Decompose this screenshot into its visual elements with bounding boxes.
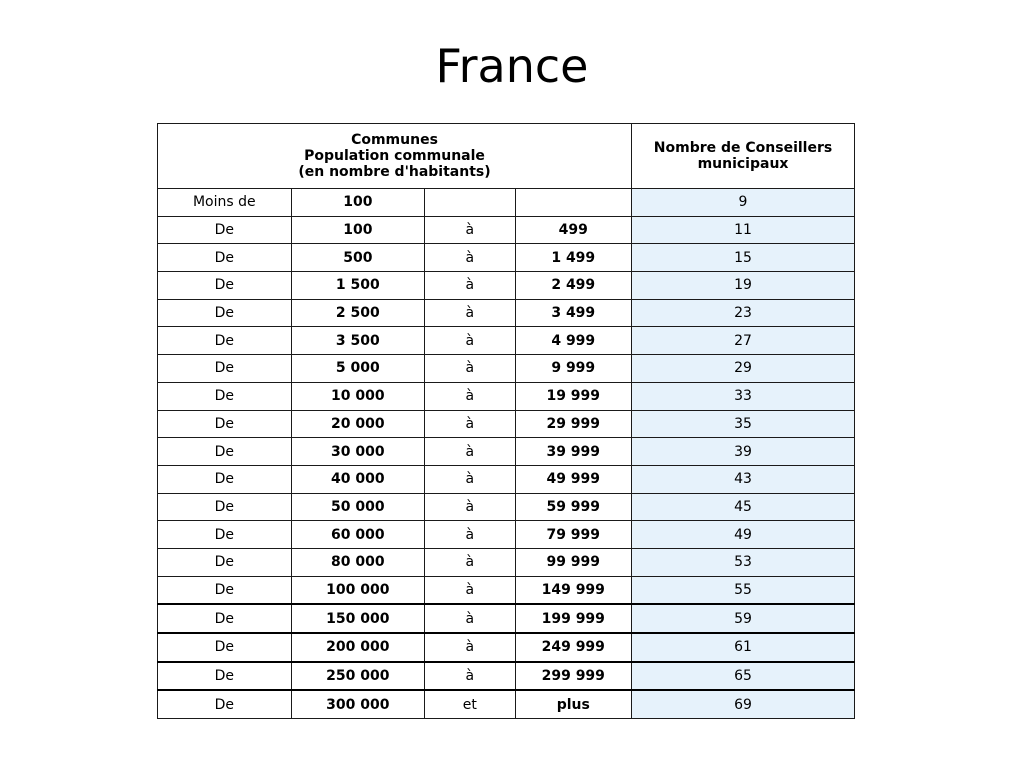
slide-title: France: [435, 39, 589, 93]
cell-population-to: 39 999: [515, 438, 632, 466]
cell-separator: à: [425, 576, 515, 604]
table-row: [158, 662, 855, 691]
cell-label: De: [158, 521, 292, 549]
cell-council-count: 59: [632, 604, 855, 633]
cell-population-to: 29 999: [515, 410, 632, 438]
cell-population-to: 149 999: [515, 576, 632, 604]
cell-separator: à: [425, 465, 515, 493]
cell-population-from: 150 000: [291, 604, 425, 633]
cell-population-from: 250 000: [291, 662, 425, 691]
table-row: [158, 438, 855, 466]
cell-label: De: [158, 662, 292, 691]
cell-population-to: 99 999: [515, 548, 632, 576]
header-line: Nombre de Conseillers: [653, 140, 833, 156]
cell-population-to: [515, 189, 632, 217]
cell-separator: à: [425, 521, 515, 549]
cell-council-count: 39: [632, 438, 855, 466]
cell-population-from: 200 000: [291, 633, 425, 662]
cell-population-from: 300 000: [291, 690, 425, 718]
cell-council-count: 55: [632, 576, 855, 604]
cell-population-from: 60 000: [291, 521, 425, 549]
cell-population-to: 4 999: [515, 327, 632, 355]
cell-population-to: 49 999: [515, 465, 632, 493]
header-line: (en nombre d'habitants): [298, 164, 491, 180]
cell-separator: à: [425, 410, 515, 438]
cell-label: De: [158, 382, 292, 410]
header-line: municipaux: [697, 156, 789, 172]
header-line: Communes: [351, 132, 438, 148]
cell-council-count: 15: [632, 244, 855, 272]
cell-population-to: 249 999: [515, 633, 632, 662]
cell-council-count: 61: [632, 633, 855, 662]
cell-population-from: 500: [291, 244, 425, 272]
cell-label: Moins de: [158, 189, 292, 217]
cell-council-count: 33: [632, 382, 855, 410]
cell-label: De: [158, 272, 292, 300]
cell-council-count: 49: [632, 521, 855, 549]
cell-population-from: 40 000: [291, 465, 425, 493]
cell-population-to: 9 999: [515, 355, 632, 383]
table-row: [158, 244, 855, 272]
cell-council-count: 69: [632, 690, 855, 718]
table-row: [158, 327, 855, 355]
cell-population-from: 100: [291, 216, 425, 244]
cell-population-to: 19 999: [515, 382, 632, 410]
table-row: [158, 465, 855, 493]
cell-separator: à: [425, 382, 515, 410]
table-header-row: [158, 124, 855, 189]
cell-separator: à: [425, 633, 515, 662]
cell-label: De: [158, 355, 292, 383]
cell-council-count: 45: [632, 493, 855, 521]
header-communes-population: [158, 124, 632, 189]
cell-population-from: 5 000: [291, 355, 425, 383]
cell-label: De: [158, 465, 292, 493]
council-size-table: [157, 123, 855, 719]
cell-label: De: [158, 299, 292, 327]
cell-population-to: 2 499: [515, 272, 632, 300]
table-row: [158, 633, 855, 662]
cell-label: De: [158, 216, 292, 244]
cell-population-from: 10 000: [291, 382, 425, 410]
cell-council-count: 53: [632, 548, 855, 576]
table-row: [158, 272, 855, 300]
table-row: [158, 690, 855, 718]
cell-population-from: 3 500: [291, 327, 425, 355]
cell-separator: et: [425, 690, 515, 718]
cell-separator: à: [425, 299, 515, 327]
cell-separator: à: [425, 493, 515, 521]
cell-label: De: [158, 690, 292, 718]
cell-population-to: 59 999: [515, 493, 632, 521]
cell-label: De: [158, 410, 292, 438]
cell-separator: à: [425, 662, 515, 691]
table-row: [158, 382, 855, 410]
cell-population-from: 20 000: [291, 410, 425, 438]
cell-council-count: 29: [632, 355, 855, 383]
header-council-count: [632, 124, 855, 189]
cell-separator: à: [425, 604, 515, 633]
cell-label: De: [158, 604, 292, 633]
cell-council-count: 35: [632, 410, 855, 438]
table-row: [158, 493, 855, 521]
cell-population-to: 3 499: [515, 299, 632, 327]
table-row: [158, 521, 855, 549]
cell-label: De: [158, 438, 292, 466]
cell-council-count: 11: [632, 216, 855, 244]
cell-separator: [425, 189, 515, 217]
table-row: [158, 216, 855, 244]
cell-council-count: 27: [632, 327, 855, 355]
table-row: [158, 355, 855, 383]
cell-separator: à: [425, 548, 515, 576]
cell-population-from: 80 000: [291, 548, 425, 576]
cell-population-to: plus: [515, 690, 632, 718]
cell-label: De: [158, 576, 292, 604]
cell-population-to: 499: [515, 216, 632, 244]
cell-separator: à: [425, 355, 515, 383]
table-row: [158, 604, 855, 633]
table-row: [158, 189, 855, 217]
cell-separator: à: [425, 438, 515, 466]
cell-council-count: 65: [632, 662, 855, 691]
table-row: [158, 576, 855, 604]
cell-council-count: 23: [632, 299, 855, 327]
cell-label: De: [158, 633, 292, 662]
table-row: [158, 299, 855, 327]
cell-population-from: 2 500: [291, 299, 425, 327]
cell-population-to: 199 999: [515, 604, 632, 633]
cell-population-from: 30 000: [291, 438, 425, 466]
cell-council-count: 43: [632, 465, 855, 493]
cell-council-count: 9: [632, 189, 855, 217]
cell-separator: à: [425, 244, 515, 272]
cell-label: De: [158, 548, 292, 576]
cell-population-from: 1 500: [291, 272, 425, 300]
cell-population-from: 100 000: [291, 576, 425, 604]
table-row: [158, 410, 855, 438]
cell-population-from: 50 000: [291, 493, 425, 521]
cell-label: De: [158, 244, 292, 272]
cell-separator: à: [425, 216, 515, 244]
cell-population-to: 299 999: [515, 662, 632, 691]
table-body: [158, 189, 855, 719]
cell-population-to: 79 999: [515, 521, 632, 549]
table-row: [158, 548, 855, 576]
cell-population-to: 1 499: [515, 244, 632, 272]
cell-population-from: 100: [291, 189, 425, 217]
cell-separator: à: [425, 272, 515, 300]
header-line: Population communale: [304, 148, 485, 164]
cell-label: De: [158, 493, 292, 521]
cell-separator: à: [425, 327, 515, 355]
cell-label: De: [158, 327, 292, 355]
cell-council-count: 19: [632, 272, 855, 300]
